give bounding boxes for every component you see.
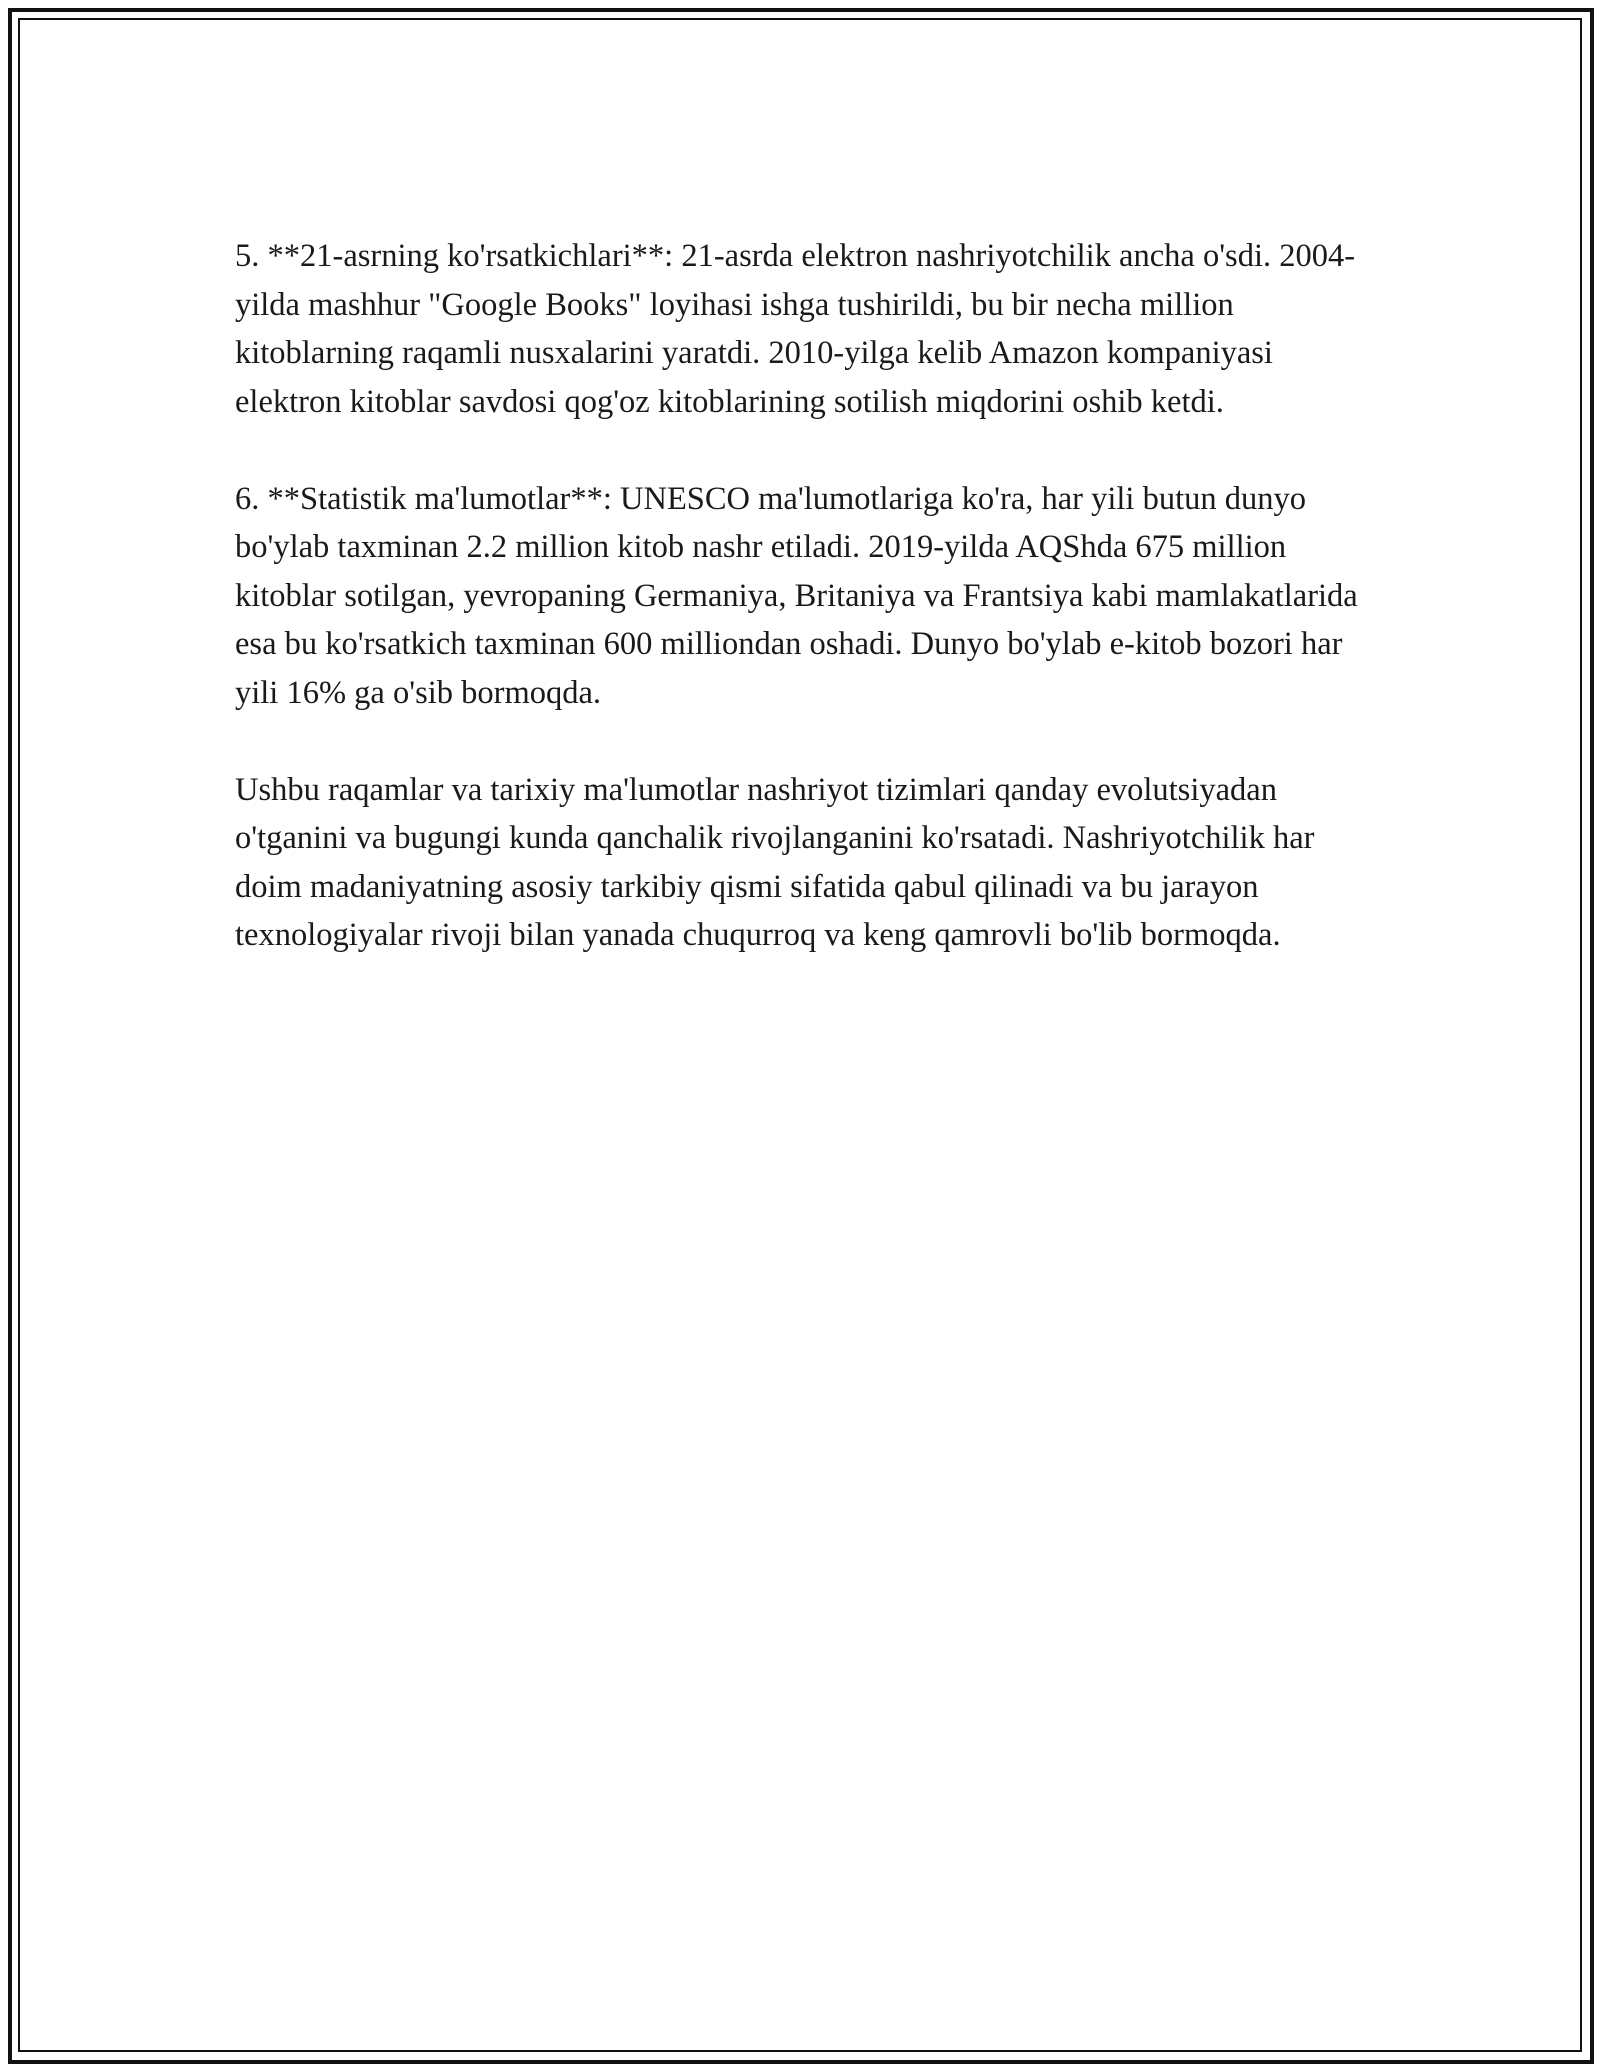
paragraph-21st-century-indicators: 5. **21-asrning ko'rsatkichlari**: 21-asrda elektron nashriyotchilik ancha o'sdi. 2004-yilda mashhur "Google Books" loyihasi ishga tushirildi, bu bir necha million kitoblarning raqamli nusxalarini yaratdi. 2010-yilga kelib Amazon kompaniyasi elektron kitoblar savdosi qog'oz kitoblarining sotilish miqdorini oshib ketdi. [235,238,1356,420]
paragraph-statistics: 6. **Statistik ma'lumotlar**: UNESCO ma'lumotlariga ko'ra, har yili butun dunyo bo'ylab taxminan 2.2 million kitob nashr etiladi. 2019-yilda AQShda 675 million kitoblar sotilgan, yevropaning Germaniya, Britaniya va Frantsiya kabi mamlakatlarida esa bu ko'rsatkich taxminan 600 milliondan oshadi. Dunyo bo'ylab e-kitob bozori har yili 16% ga o'sib bormoqda. [235,480,1358,711]
paragraph-conclusion: Ushbu raqamlar va tarixiy ma'lumotlar nashriyot tizimlari qanday evolutsiyadan o'tganini va bugungi kunda qanchalik rivojlanganini ko'rsatadi. Nashriyotchilik har doim madaniyatning asosiy tarkibiy qismi sifatida qabul qilinadi va bu jarayon texnologiyalar rivoji bilan yanada chuqurroq va keng qamrovli bo'lib bormoqda. [235,771,1315,953]
document-body [235,232,1365,1008]
